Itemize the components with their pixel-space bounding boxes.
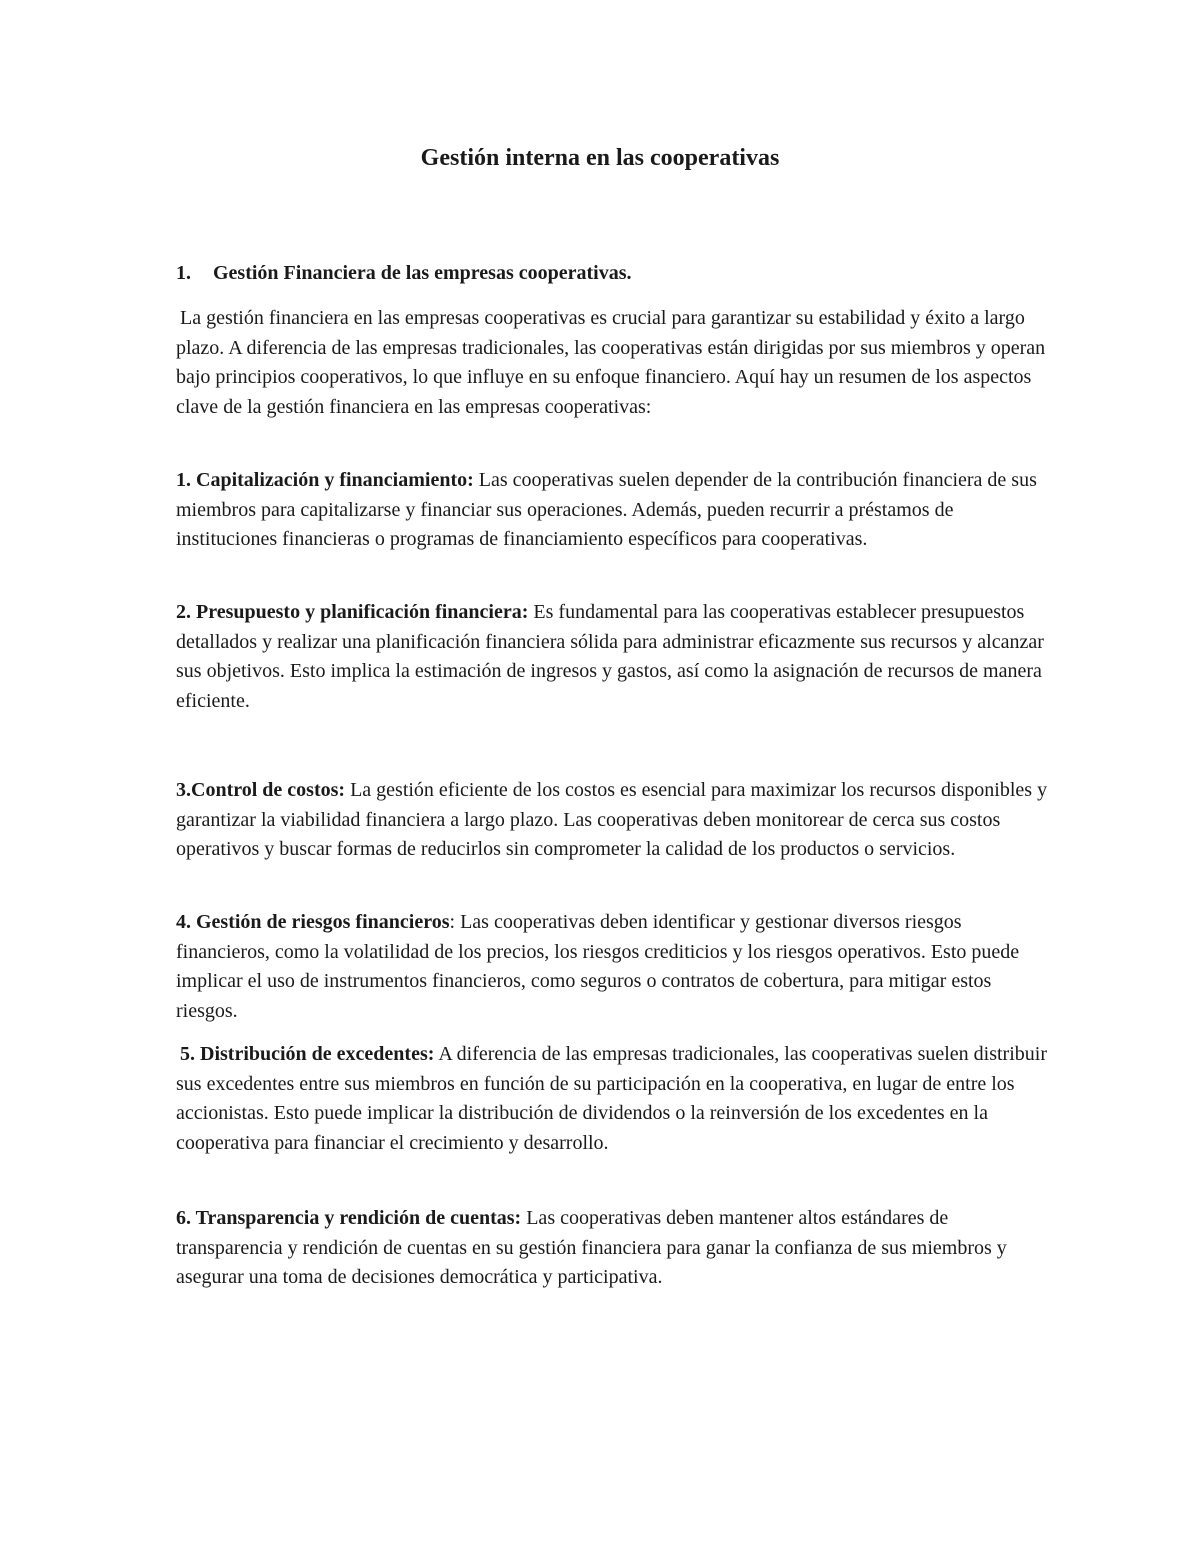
- section-number: 1.: [176, 262, 191, 284]
- point-label: 4. Gestión de riesgos financieros: [176, 911, 450, 933]
- point-text: : Las cooperativas deben identificar y gestionar diversos riesgos financieros, como la volatilidad de los precios, los riesgos crediticios y los riesgos operativos. Esto puede implicar el uso de instrumentos financieros, como seguros o contratos de cobertura, para mitigar estos riesgos.: [176, 911, 1020, 1022]
- point-text: Las cooperativas suelen depender de la contribución financiera de sus miembros para capitalizarse y financiar sus operaciones. Además, pueden recurrir a préstamos de instituciones financieras o programas de financiamiento específicos para cooperativas.: [176, 469, 1037, 550]
- point-label: 5. Distribución de excedentes:: [180, 1043, 435, 1065]
- point-transparencia: [176, 1204, 1056, 1293]
- document-title: Gestión interna en las cooperativas: [420, 145, 780, 171]
- point-capitalizacion: [176, 466, 1056, 555]
- section-heading-text: Gestión Financiera de las empresas cooperativas.: [213, 262, 632, 284]
- point-label: 1. Capitalización y financiamiento:: [176, 469, 474, 491]
- point-label: 2. Presupuesto y planificación financiera:: [176, 601, 529, 623]
- point-text: A diferencia de las empresas tradicionales, las cooperativas suelen distribuir sus excedentes entre sus miembros en función de su participación en la cooperativa, en lugar de entre los accionistas. Esto puede implicar la distribución de dividendos o la reinversión de los excedentes en la cooperativa para financiar el crecimiento y desarrollo.: [176, 1043, 1047, 1154]
- point-label: 6. Transparencia y rendición de cuentas:: [176, 1207, 522, 1229]
- point-presupuesto: [176, 598, 1056, 716]
- point-control-costos: [176, 776, 1056, 865]
- point-gestion-riesgos: [176, 908, 1056, 1026]
- point-distribucion-excedentes: [176, 1040, 1056, 1158]
- point-text: Las cooperativas deben mantener altos estándares de transparencia y rendición de cuentas en su gestión financiera para ganar la confianza de sus miembros y asegurar una toma de decisiones democrática y participativa.: [176, 1207, 1007, 1288]
- point-text: La gestión eficiente de los costos es esencial para maximizar los recursos disponibles y garantizar la viabilidad financiera a largo plazo. Las cooperativas deben monitorear de cerca sus costos operativos y buscar formas de reducirlos sin comprometer la calidad de los productos o servicios.: [176, 779, 1048, 860]
- section-heading: [176, 258, 1076, 288]
- point-text: Es fundamental para las cooperativas establecer presupuestos detallados y realizar una planificación financiera sólida para administrar eficazmente sus recursos y alcanzar sus objetivos. Esto implica la estimación de ingresos y gastos, así como la asignación de recursos de manera eficiente.: [176, 601, 1044, 712]
- point-label: 3.Control de costos:: [176, 779, 346, 801]
- intro-paragraph: La gestión financiera en las empresas cooperativas es crucial para garantizar su estabilidad y éxito a largo plazo. A diferencia de las empresas tradicionales, las cooperativas están dirigidas por sus miembros y operan bajo principios cooperativos, lo que influye en su enfoque financiero. Aquí hay un resumen de los aspectos clave de la gestión financiera en las empresas cooperativas:: [176, 307, 1046, 418]
